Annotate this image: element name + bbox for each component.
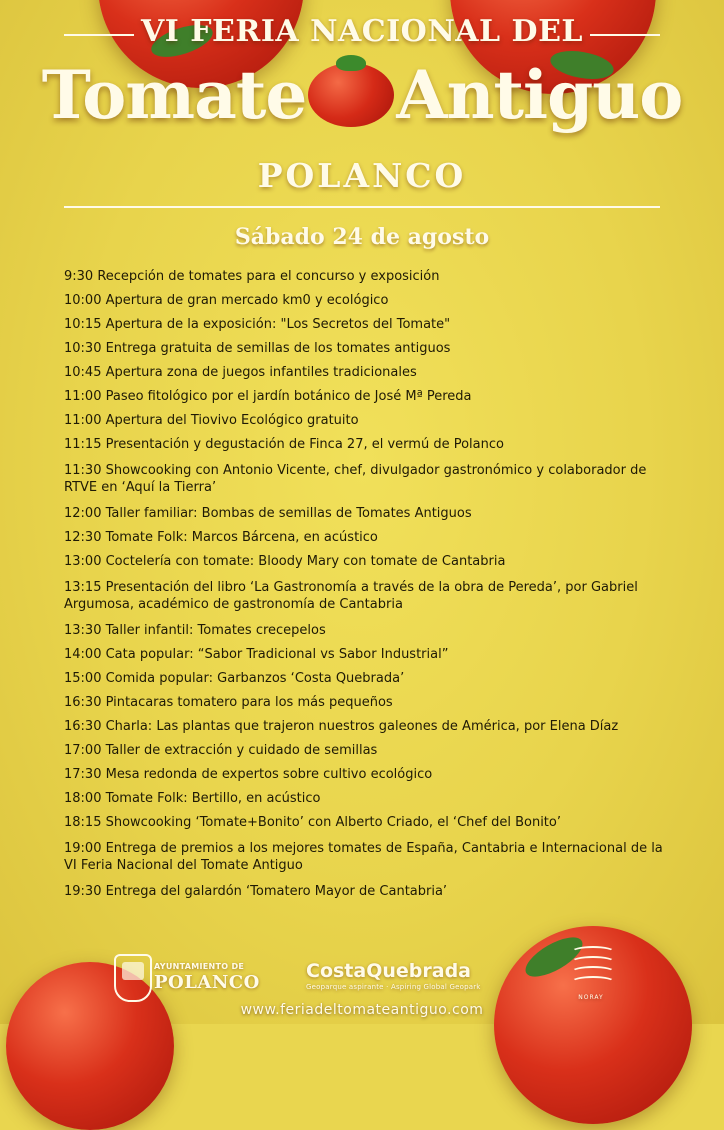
program-item: 13:00 Coctelería con tomate: Bloody Mary con tomate de Cantabria [64, 554, 506, 569]
program-item: 10:00 Apertura de gran mercado km0 y ecológico [64, 293, 389, 308]
costa-quebrada-logo [306, 960, 481, 1000]
ayuntamiento-label: AYUNTAMIENTO DE [154, 962, 245, 971]
program-item: 9:30 Recepción de tomates para el concurso y exposición [64, 269, 440, 284]
noray-logo [566, 940, 616, 1010]
event-location: POLANCO [257, 156, 467, 195]
header-divider [64, 206, 660, 208]
program-item: 15:00 Comida popular: Garbanzos ‘Costa Quebrada’ [64, 671, 405, 686]
ayuntamiento-name: POLANCO [154, 972, 260, 993]
program-item: 19:00 Entrega de premios a los mejores tomates de España, Cantabria e Internacional de la VI Feria Nacional del Tomate Antiguo [64, 841, 663, 873]
noray-label: NORAY [578, 994, 604, 1001]
costa-word: Costa [306, 960, 367, 982]
program-item: 16:30 Pintacaras tomatero para los más pequeños [64, 695, 393, 710]
program-item: 18:00 Tomate Folk: Bertillo, en acústico [64, 791, 321, 806]
program-item: 17:00 Taller de extracción y cuidado de semillas [64, 743, 378, 758]
costa-quebrada-name [306, 960, 476, 982]
program-item: 17:30 Mesa redonda de expertos sobre cultivo ecológico [64, 767, 433, 782]
program-item: 11:30 Showcooking con Antonio Vicente, chef, divulgador gastronómico y colaborador de RTVE en ‘Aquí la Tierra’ [64, 463, 647, 495]
program-item: 16:30 Charla: Las plantas que trajeron nuestros galeones de América, por Elena Díaz [64, 719, 619, 734]
title-word-tomate: Tomate [41, 56, 307, 134]
event-date: Sábado 24 de agosto [234, 224, 490, 250]
website-url: www.feriadeltomateantiguo.com [240, 1002, 484, 1018]
leaf-icon [336, 55, 366, 71]
program-item: 11:15 Presentación y degustación de Finca 27, el vermú de Polanco [64, 437, 504, 452]
ayuntamiento-polanco-logo [114, 952, 260, 1008]
program-item: 13:15 Presentación del libro ‘La Gastronomía a través de la obra de Pereda’, por Gabriel Argumosa, académico de gastronomía de Cantabria [64, 580, 638, 612]
program-item: 10:30 Entrega gratuita de semillas de los tomates antiguos [64, 341, 451, 356]
program-item: 11:00 Paseo fitológico por el jardín botánico de José Mª Pereda [64, 389, 472, 404]
program-item: 14:00 Cata popular: “Sabor Tradicional vs Sabor Industrial” [64, 647, 449, 662]
program-item: 12:00 Taller familiar: Bombas de semillas de Tomates Antiguos [64, 506, 472, 521]
event-title-top: VI FERIA NACIONAL DEL [140, 14, 584, 49]
title-word-antiguo: Antiguo [396, 56, 683, 134]
program-list [64, 268, 676, 900]
program-item: 10:45 Apertura zona de juegos infantiles tradicionales [64, 365, 417, 380]
program-item: 18:15 Showcooking ‘Tomate+Bonito’ con Alberto Criado, el ‘Chef del Bonito’ [64, 815, 561, 830]
coat-of-arms-icon [114, 954, 152, 1002]
program-item: 12:30 Tomate Folk: Marcos Bárcena, en acústico [64, 530, 378, 545]
program-item: 11:00 Apertura del Tiovivo Ecológico gratuito [64, 413, 359, 428]
program-item: 10:15 Apertura de la exposición: "Los Secretos del Tomate" [64, 317, 451, 332]
program-item: 13:30 Taller infantil: Tomates crecepelos [64, 623, 326, 638]
tomato-icon [308, 63, 394, 127]
program-item: 19:30 Entrega del galardón ‘Tomatero Mayor de Cantabria’ [64, 884, 448, 899]
geopark-tagline: Geoparque aspirante · Aspiring Global Geopark [306, 983, 481, 991]
costa-q-letter: Q [366, 960, 383, 982]
noray-wave-icon [571, 940, 611, 992]
event-title-main [0, 50, 724, 134]
quebrada-word: uebrada [382, 960, 472, 982]
